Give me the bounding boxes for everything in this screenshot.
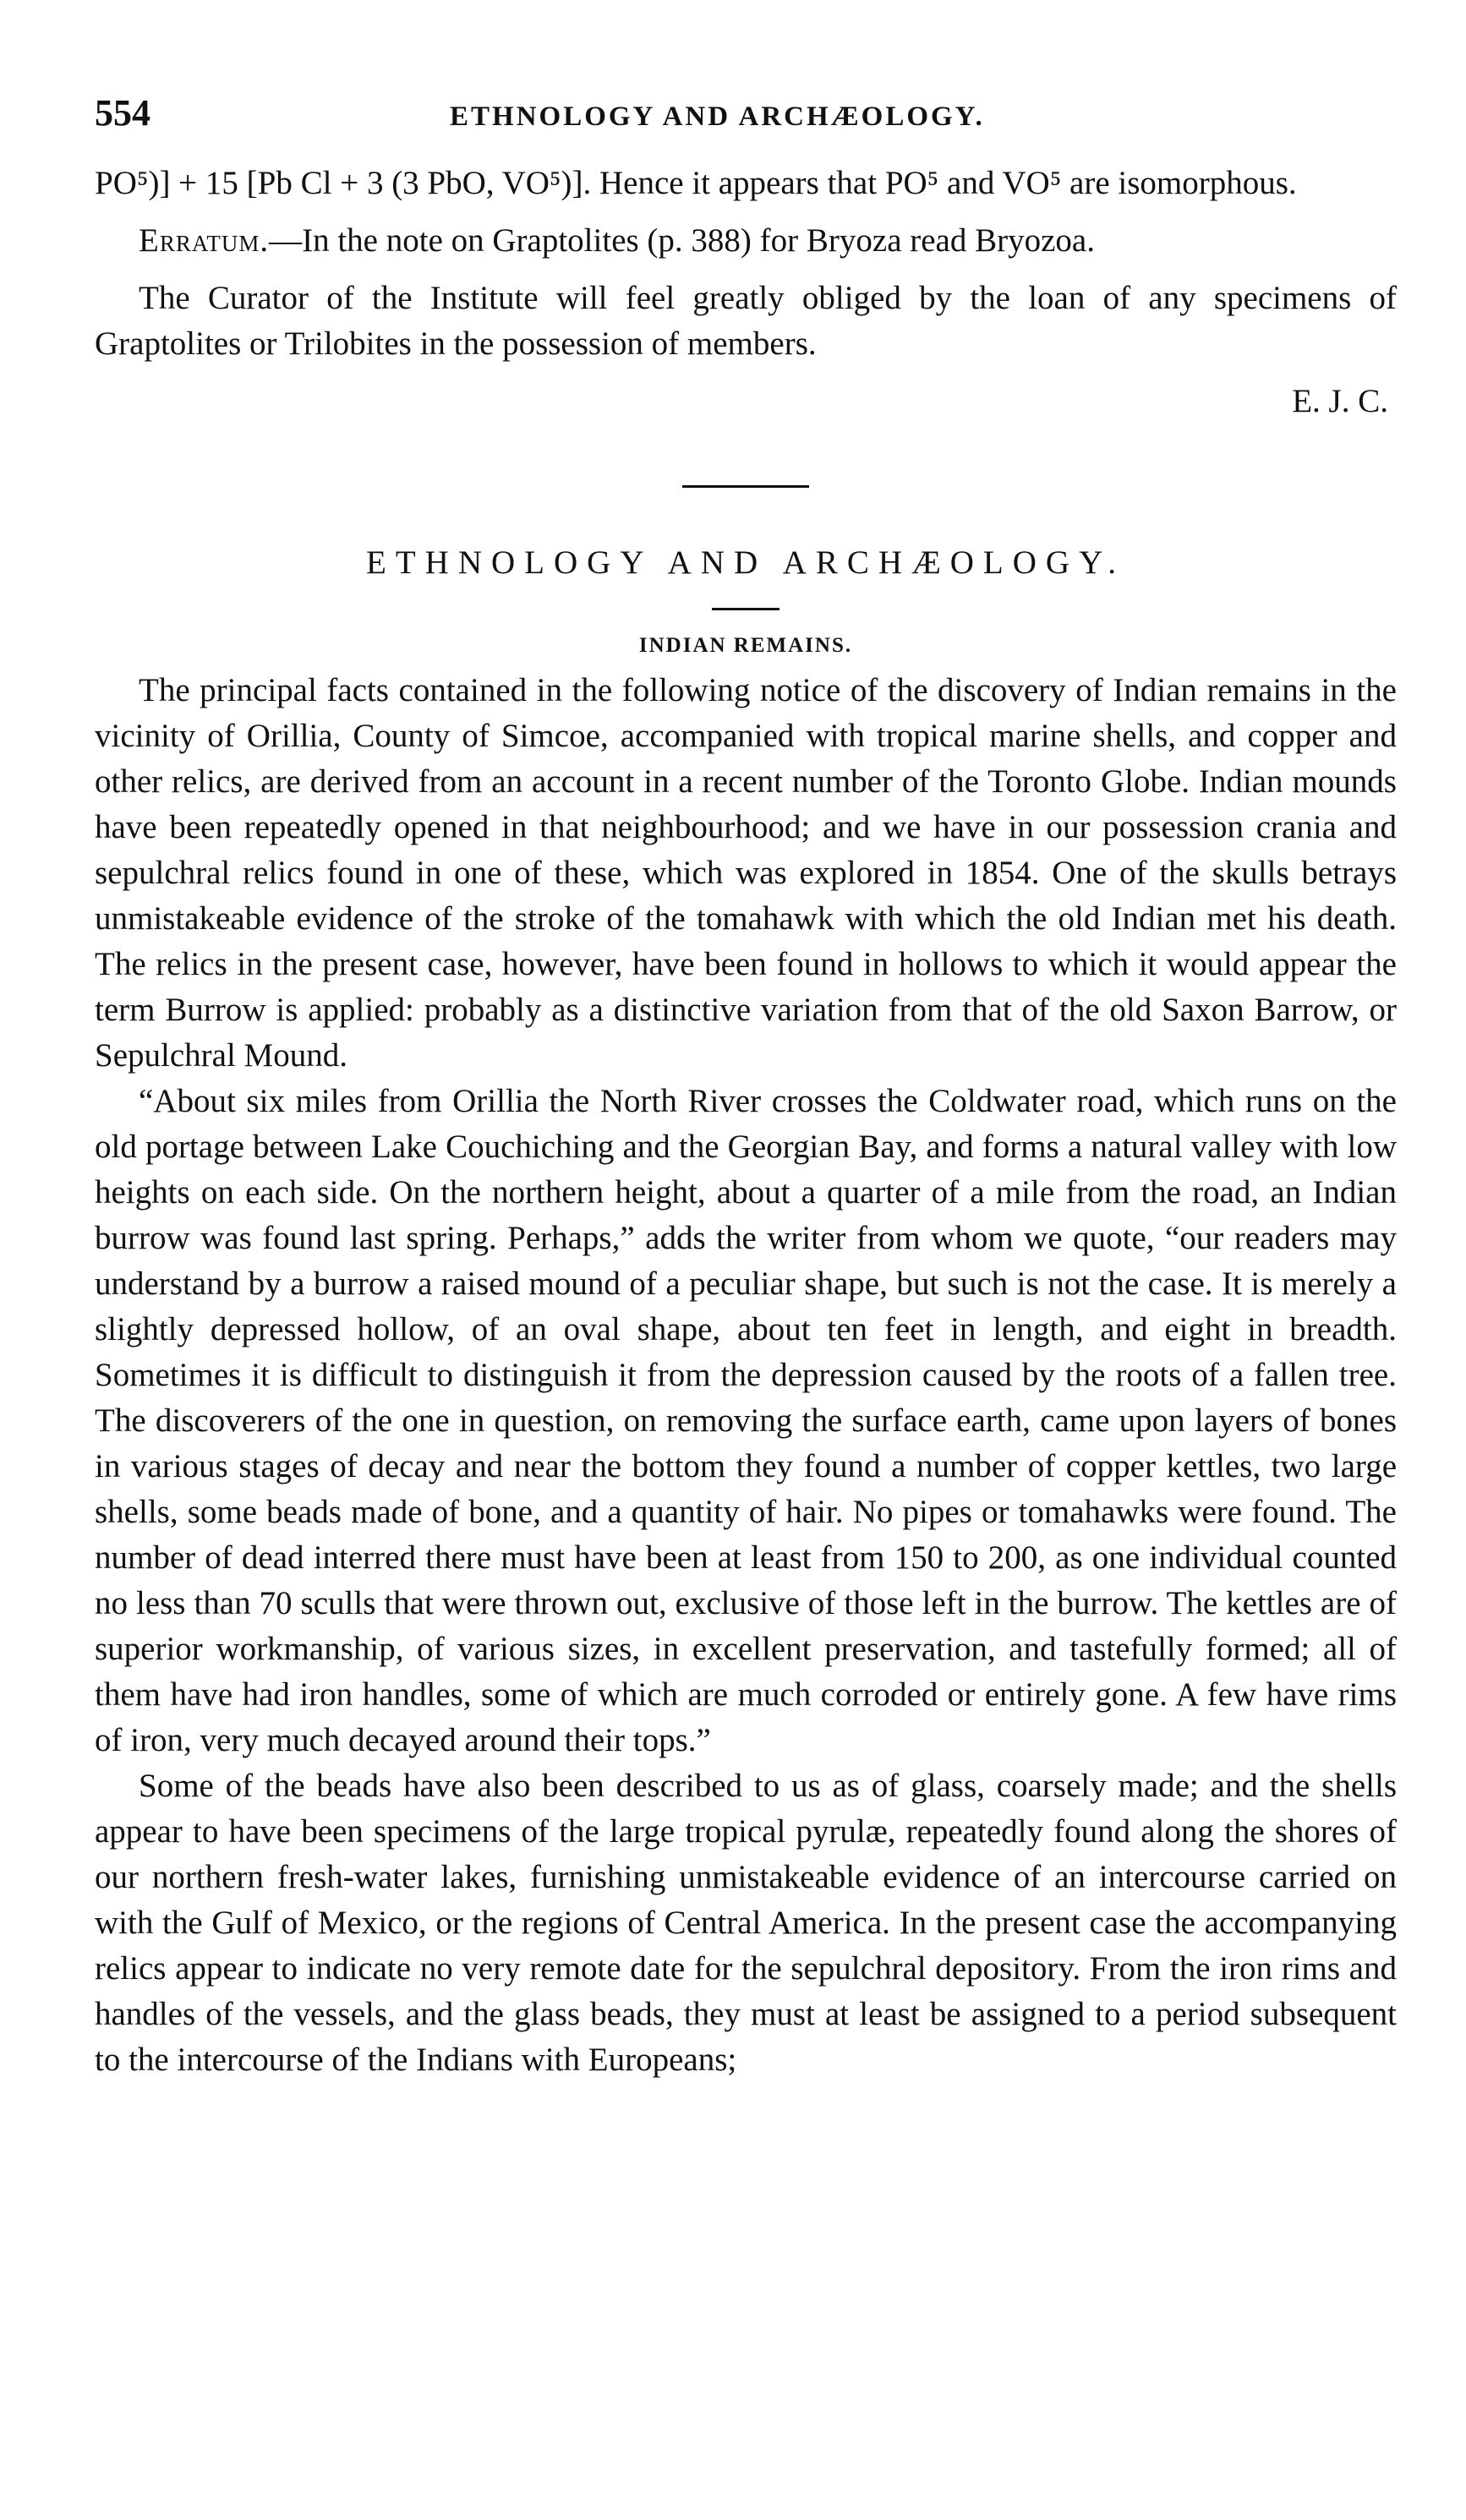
erratum-heading: Erratum. [139,222,270,259]
page-number: 554 [95,92,150,134]
body-paragraph-3: Some of the beads have also been described to us as of glass, coarsely made; and the shells appear to have been specimens of the large tropical pyrulæ, repeatedly found along the shores of our northern fresh-water lakes, furnishing unmistakeable evidence of an intercourse carried on with the Gulf of Mexico, or the regions of Central America. In the present case the accompanying relics appear to indicate no very remote date for the sepulchral depository. From the iron rims and handles of the vessels, and the glass beads, they must at least be assigned to a period subsequent to the intercourse of the Indians with Europeans; [95,1768,1397,2078]
section-divider [682,485,809,488]
title-underline [712,608,779,610]
running-head [95,91,1397,142]
section-subtitle: INDIAN REMAINS. [638,634,853,657]
running-title: ETHNOLOGY AND ARCHÆOLOGY. [450,101,985,132]
erratum-text: —In the note on Graptolites (p. 388) for Bryoza read Bryozoa. [269,222,1095,259]
section-title: ETHNOLOGY AND ARCHÆOLOGY. [366,544,1125,581]
erratum-paragraph [95,218,1397,264]
signature: E. J. C. [1292,383,1388,419]
body-paragraph-2: “About six miles from Orillia the North River crosses the Coldwater road, which runs on the old portage between Lake Couchiching and the Georgian Bay, and forms a natural valley with low heights on each side. On the northern height, about a quarter of a mile from the road, an Indian burrow was found last spring. Perhaps,” adds the writer from whom we quote, “our readers may understand by a burrow a raised mound of a peculiar shape, but such is not the case. It is merely a slightly depressed hollow, of an oval shape, about ten feet in length, and eight in breadth. Sometimes it is difficult to distinguish it from the depression caused by the roots of a fallen tree. The discoverers of the one in question, on removing the surface earth, came upon layers of bones in various stages of decay and near the bottom they found a number of copper kettles, two large shells, some beads made of bone, and a quantity of hair. No pipes or tomahawks were found. The number of dead interred there must have been at least from 150 to 200, as one individual counted no less than 70 sculls that were thrown out, exclusive of those left in the burrow. The kettles are of superior workmanship, of various sizes, in excellent preservation, and tastefully formed; all of them have had iron handles, some of which are much corroded or entirely gone. A few have rims of iron, very much decayed around their tops.” [95,1083,1397,1758]
document-page [95,91,1397,2083]
body-paragraph-1: The principal facts contained in the following notice of the discovery of Indian remains in the vicinity of Orillia, County of Simcoe, accompanied with tropical marine shells, and copper and other relics, are derived from an account in a recent number of the Toronto Globe. Indian mounds have been repeatedly opened in that neighbourhood; and we have in our possession crania and sepulchral relics found in one of these, which was explored in 1854. One of the skulls betrays unmistakeable evidence of the stroke of the tomahawk with which the old Indian met his death. The relics in the present case, however, have been found in hollows to which it would appear the term Burrow is applied: probably as a distinctive variation from that of the old Saxon Barrow, or Sepulchral Mound. [95,672,1397,1074]
curator-notice: The Curator of the Institute will feel greatly obliged by the loan of any specimens of Graptolites or Trilobites in the possession of members. [95,280,1397,362]
formula-paragraph: PO⁵)] + 15 [Pb Cl + 3 (3 PbO, VO⁵)]. Hence it appears that PO⁵ and VO⁵ are isomorphous. [95,165,1297,201]
